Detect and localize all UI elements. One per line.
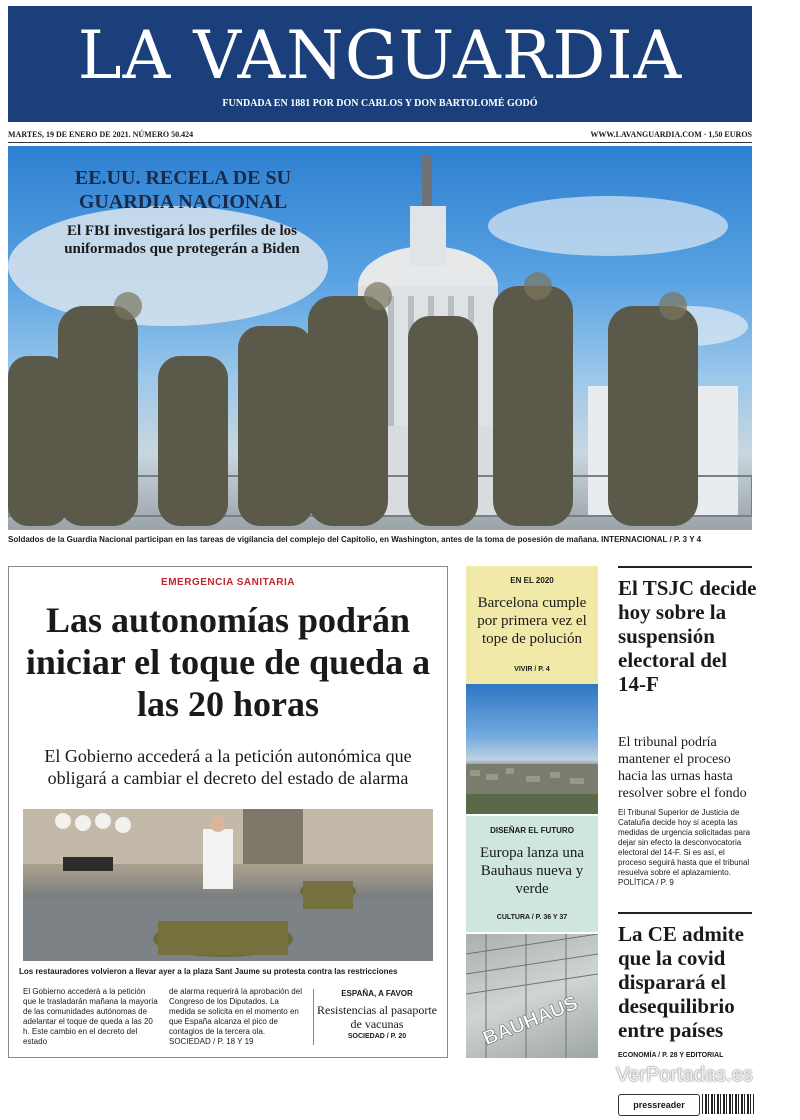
side-kicker: ESPAÑA, A FAVOR: [341, 989, 413, 998]
ce-ref: ECONOMÍA / P. 28 Y EDITORIAL: [618, 1052, 724, 1059]
plaza-protest-illustration: [23, 809, 433, 961]
hero-headline: EE.UU. RECELA DE SU GUARDIA NACIONAL: [74, 167, 292, 213]
issue-date: MARTES, 19 DE ENERO DE 2021. NÚMERO 50.424: [8, 130, 194, 139]
pollution-ref: VIVIR / P. 4: [514, 666, 550, 673]
main-photo: [23, 809, 433, 961]
bauhaus-kicker: DISEÑAR EL FUTURO: [490, 826, 574, 835]
main-headline: Las autonomías podrán iniciar el toque de queda a las 20 horas: [25, 600, 431, 724]
dateline: [8, 128, 752, 143]
tsjc-body: El Tribunal Superior de Justicia de Cataluña decide hoy si acepta las medidas de urgencia solicitadas para dejar sin efecto la desconvocatoria electoral del 14-F. Si es así, el proceso seguirá hasta que el tribunal resuelva sobre el aplazamiento. POLÍTICA / P. 9: [618, 808, 751, 887]
main-dek: El Gobierno accederá a la petición autonómica que obligará a cambiar el decreto del estado de alarma: [44, 746, 412, 788]
divider: [618, 912, 752, 914]
barcode: [702, 1094, 754, 1114]
main-kicker: EMERGENCIA SANITARIA: [161, 577, 295, 588]
watermark: VerPortadas.es: [616, 1064, 753, 1086]
ce-headline: La CE admite que la covid disparará el desequilibrio entre países: [618, 922, 744, 1042]
hero-dek: El FBI investigará los perfiles de los uniformados que protegerán a Biden: [64, 223, 300, 257]
pressreader-logo: pressreader: [618, 1094, 700, 1116]
side-ref: SOCIEDAD / P. 20: [347, 1033, 407, 1040]
main-photo-caption: Los restauradores volvieron a llevar ayer a la plaza Sant Jaume su protesta contra las restricciones: [19, 967, 398, 976]
bauhaus-story: [466, 816, 598, 932]
masthead-subtitle: FUNDADA EN 1881 POR DON CARLOS Y DON BARTOLOMÉ GODÓ: [222, 98, 538, 109]
main-story: [8, 566, 448, 1058]
bauhaus-headline: Europa lanza una Bauhaus nueva y verde: [479, 845, 585, 897]
website-price: WWW.LAVANGUARDIA.COM · 1,50 EUROS: [590, 130, 752, 139]
hero-caption: Soldados de la Guardia Nacional participan en las tareas de vigilancia del complejo del Capitolio, en Washington, antes de la toma de posesión de mañana. INTERNACIONAL / P. 3 Y 4: [8, 535, 702, 544]
newspaper-title: LA VANGUARDIA: [77, 17, 683, 94]
hero-photo: [8, 146, 752, 530]
bauhaus-ref: CULTURA / P. 36 Y 37: [496, 914, 568, 921]
pollution-headline: Barcelona cumple por primera vez el tope de polución: [477, 595, 587, 647]
bauhaus-building-photo: [466, 934, 598, 1058]
main-body-col2: de alarma requerirá la aprobación del Congreso de los Diputados. La medida se solicita en el momento en que España alcanza el pico de contagios de la tercera ola. SOCIEDAD / P. 18 Y 19: [169, 987, 302, 1046]
pollution-kicker: EN EL 2020: [510, 576, 554, 585]
pollution-story: [466, 566, 598, 684]
divider: [618, 566, 752, 568]
bauhaus-facade-illustration: [466, 934, 598, 1058]
main-body-col1: El Gobierno accederá a la petición que le trasladarán mañana la mayoría de las comunidades autónomas de adelantar el toque de queda a las 20 h. Este cambio en el decreto del estado: [23, 987, 158, 1046]
barcelona-skyline-photo: [466, 684, 598, 814]
tsjc-headline: El TSJC decide hoy sobre la suspensión electoral del 14-F: [618, 576, 757, 696]
tsjc-dek: El tribunal podría mantener el proceso hacia las urnas hasta resolver sobre el fondo: [618, 735, 747, 801]
side-story: [313, 989, 440, 1045]
side-headline: Resistencias al pasaporte de vacunas: [317, 1003, 437, 1031]
masthead: [8, 6, 752, 122]
bauhaus-sign-text: BAUHAUS: [480, 992, 582, 1050]
city-skyline-illustration: [466, 684, 598, 814]
